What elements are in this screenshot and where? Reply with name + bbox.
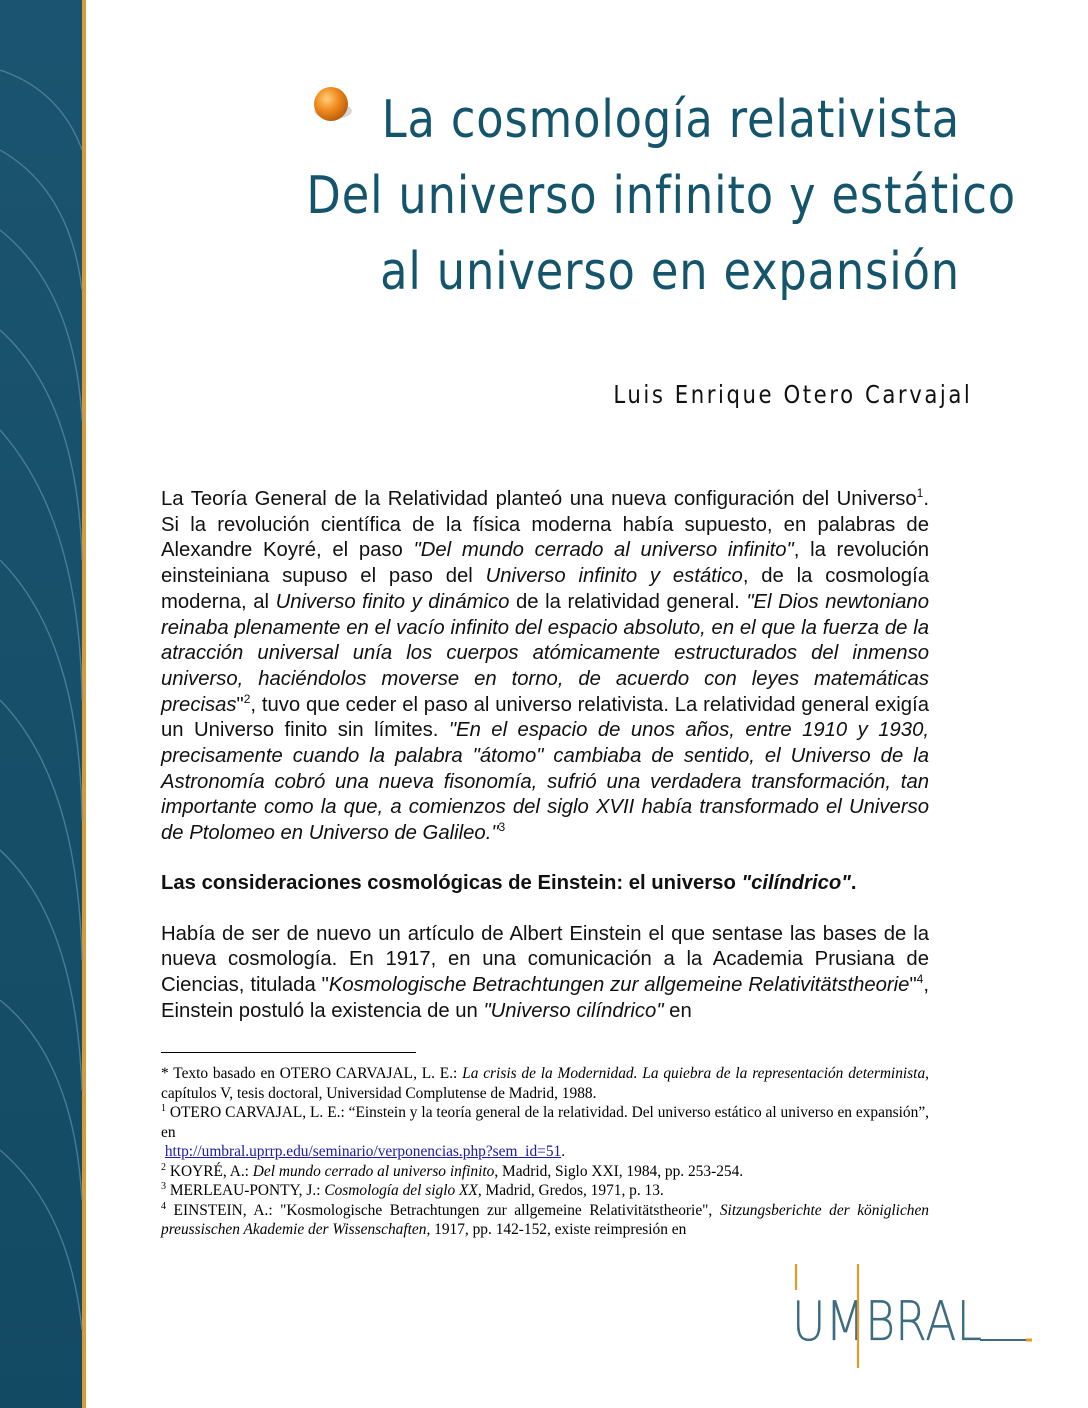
footnote-ref-3[interactable]: 3	[498, 820, 506, 835]
umbral-logo	[790, 1262, 1040, 1372]
title-line-2: Del universo infinito y estático	[306, 166, 1017, 226]
footnote-4: $^4$ EINSTEIN, A.: "Kosmologische Betrachtungen zur allgemeine Relativitätstheorie", Sitzungsberichte der königlichen preussischen Akademie der Wissenschaften, 1917, pp. 142-152, existe reimpresión en	[161, 1200, 930, 1238]
footnote-star: * Texto basado en OTERO CARVAJAL, L. E.: La crisis de la Modernidad. La quiebra de la representación determinista, capítulos V, tesis doctoral, Universidad Complutense de Madrid, 1988.	[161, 1065, 930, 1102]
footnote-2: $^2$ KOYRÉ, A.: Del mundo cerrado al universo infinito, Madrid, Siglo XXI, 1984, pp. 253-254.	[161, 1161, 744, 1180]
sidebar-decoration	[0, 0, 88, 1408]
logo-text: UMBRAL	[792, 1290, 982, 1353]
footnote-3: $^3$ MERLEAU-PONTY, J.: Cosmología del siglo XX, Madrid, Gredos, 1971, p. 13.	[161, 1180, 664, 1199]
paragraph-2: Había de ser de nuevo un artículo de Albert Einstein el que sentase las bases de la nueva cosmología. En 1917, en una comunicación a la Academia Prusiana de Ciencias, titulada "Kosmologische Betrachtungen zur allgemeine Relativitätstheorie"$^4$, Einstein postuló la existencia de un "Universo cilíndrico" en	[161, 922, 929, 1022]
footnote-divider	[161, 1052, 416, 1053]
main-text	[161, 487, 929, 1024]
paragraph-1: La Teoría General de la Relatividad planteó una nueva configuración del Universo$^1$. Si la revolución científica de la física moderna había supuesto, en palabras de Alexandre Koyré, el paso "Del mundo cerrado al universo infinito", la revolución einsteiniana supuso el paso del Universo infinito y estático, de la cosmología moderna, al Universo finito y dinámico de la relatividad general. "El Dios newtoniano reinaba plenamente en el vacío infinito del espacio absoluto, en el que la fuerza de la atracción universal unía los cuerpos atómicamente estructurados del inmenso universo, haciéndolos moverse en torno, de acuerdo con leyes matemáticas precisas"$^2$, tuvo que ceder el paso al universo relativista. La relatividad general exigía un Universo finito sin límites. "En el espacio de unos años, entre 1910 y 1930, precisamente cuando la palabra "átomo" cambiaba de sentido, el Universo de la Astronomía cobró una nueva fisonomía, sufrió una verdadera transformación, tan importante como la que, a comienzos del siglo XVII había transformado el Universo de Ptolomeo en Universo de Galileo."$^3$	[161, 486, 930, 845]
footnote-ref-4[interactable]: 4	[916, 972, 924, 987]
footnotes	[161, 1064, 929, 1240]
footnote-ref-2[interactable]: 2	[243, 691, 251, 706]
section-heading: Las consideraciones cosmológicas de Einstein: el universo "cilíndrico".	[161, 871, 857, 894]
author-name: Luis Enrique Otero Carvajal	[612, 380, 972, 409]
sidebar-accent-line	[82, 0, 86, 1408]
page-title	[306, 82, 1017, 310]
footnote-1: $^1$ OTERO CARVAJAL, L. E.: “Einstein y la teoría general de la relatividad. Del universo estático al universo en expansión”, en http://umbral.uprrp.edu/seminario/verponencias.php?sem_id=51.	[161, 1102, 929, 1160]
footnote-ref-1[interactable]: 1	[916, 486, 924, 501]
footnote-1-link[interactable]: http://umbral.uprrp.edu/seminario/verponencias.php?sem_id=51	[164, 1143, 562, 1160]
title-line-1: La cosmología relativista	[381, 90, 960, 150]
title-line-3: al universo en expansión	[380, 242, 960, 302]
